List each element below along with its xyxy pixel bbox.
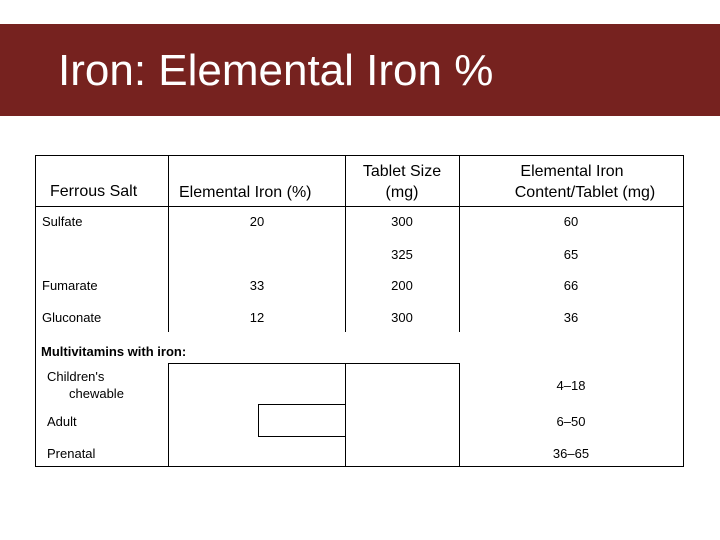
col-divider-1 bbox=[168, 155, 169, 332]
row-sulfate-alt-tablet: 325 bbox=[391, 247, 413, 262]
mv-col-divider-2 bbox=[345, 363, 346, 467]
row-sulfate-content: 60 bbox=[563, 214, 579, 229]
row-sulfate-tablet: 300 bbox=[391, 214, 413, 229]
col-divider-3 bbox=[459, 155, 460, 332]
row-sulfate-salt: Sulfate bbox=[42, 214, 83, 229]
row-fumarate-salt: Fumarate bbox=[42, 278, 98, 293]
header-ferrous-salt: Ferrous Salt bbox=[50, 183, 138, 200]
row-gluconate-percent: 12 bbox=[249, 310, 265, 325]
header-iron-content-line2: Content/Tablet (mg) bbox=[514, 184, 656, 201]
mv-prenatal-label: Prenatal bbox=[47, 446, 96, 461]
mv-children-label-line1: Children's bbox=[47, 369, 105, 384]
multivitamin-top-divider bbox=[168, 363, 459, 364]
mv-adult-bottom-divider bbox=[258, 436, 345, 437]
header-elemental-iron-percent: Elemental Iron (%) bbox=[179, 184, 312, 201]
mv-children-label-line2: chewable bbox=[69, 386, 124, 401]
row-fumarate-percent: 33 bbox=[249, 278, 265, 293]
mv-adult-content: 6–50 bbox=[556, 414, 586, 429]
multivitamins-heading: Multivitamins with iron: bbox=[41, 344, 187, 359]
slide-title: Iron: Elemental Iron % bbox=[58, 46, 494, 95]
mv-col-divider-1 bbox=[168, 363, 169, 467]
row-sulfate-percent: 20 bbox=[249, 214, 265, 229]
mv-adult-label: Adult bbox=[47, 414, 77, 429]
row-gluconate-tablet: 300 bbox=[391, 310, 413, 325]
mv-prenatal-content: 36–65 bbox=[552, 446, 590, 461]
row-fumarate-content: 66 bbox=[563, 278, 579, 293]
mv-adult-top-divider bbox=[258, 404, 345, 405]
header-iron-content-line1: Elemental Iron bbox=[520, 163, 624, 180]
mv-adult-divider bbox=[258, 404, 259, 436]
header-tablet-size-line1: Tablet Size bbox=[362, 163, 442, 180]
header-tablet-size-line2: (mg) bbox=[385, 184, 419, 201]
mv-children-content: 4–18 bbox=[556, 378, 586, 393]
row-gluconate-salt: Gluconate bbox=[42, 310, 102, 325]
row-fumarate-tablet: 200 bbox=[391, 278, 413, 293]
row-sulfate-alt-content: 65 bbox=[563, 247, 579, 262]
row-gluconate-content: 36 bbox=[563, 310, 579, 325]
col-divider-2 bbox=[345, 155, 346, 332]
mv-col-divider-3 bbox=[459, 363, 460, 467]
header-divider bbox=[35, 206, 684, 207]
